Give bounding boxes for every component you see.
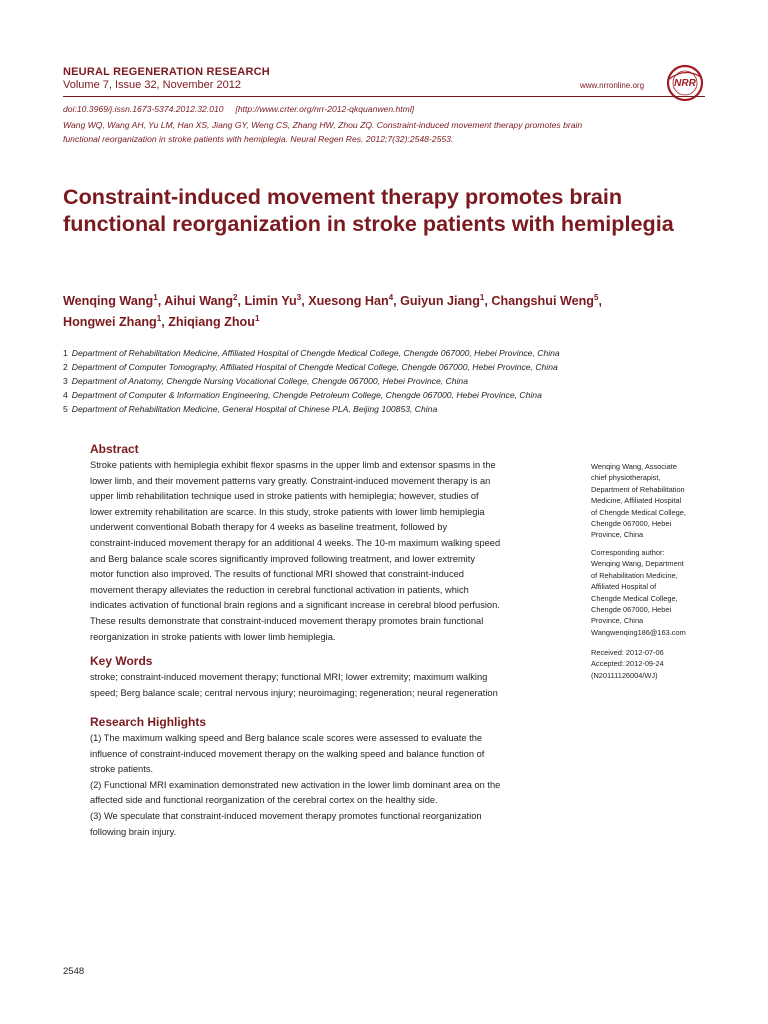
text-line: (1) The maximum walking speed and Berg balance scale scores were assessed to evaluate the	[90, 733, 483, 743]
text-line: lower extremity rehabilitation are scarce. In this study, stroke patients with lower limb hemiplegia	[90, 506, 485, 517]
author: Limin Yu	[244, 294, 297, 309]
doi-line[interactable]: doi:10.3969/j.issn.1673-5374.2012.32.010 [http://www.crter.org/nrr-2012-qkquanwen.html]	[63, 104, 415, 114]
text-line: motor function also improved. The results of functional MRI showed that constraint-induced	[90, 569, 464, 580]
author: Wenqing Wang	[63, 294, 154, 309]
text-line: movement therapy alleviates the reduction in cerebral functional activation in patients, which	[90, 584, 469, 595]
text-line: underwent conventional Bobath therapy for 4 weeks as baseline treatment, followed by	[90, 522, 448, 533]
author-bio-note: Wenqing Wang, Associate chief physiotherapist, Department of Rehabilitation Medicine, Affiliated Hospital of Chengde Medical College, Chengde 067000, Hebei Province, China	[591, 462, 686, 540]
received-date: Received: 2012-07-06	[591, 648, 664, 657]
author-affiliation-mark: 4	[388, 293, 394, 302]
keywords-heading: Key Words	[90, 654, 153, 668]
corresponding-author-note: Corresponding author: Wenqing Wang, Department of Rehabilitation Medicine, Affiliated Hospital of Chengde Medical College, Chengde 067000, Hebei Province, China Wangwenqing186@163.com	[591, 547, 711, 638]
text-line: lower limb, and their movement patterns vary greatly. Constraint-induced movement therapy is an	[90, 475, 491, 486]
manuscript-id: (N20111126004/WJ)	[591, 670, 658, 680]
highlights-body	[90, 731, 577, 840]
journal-logo-icon	[665, 63, 705, 103]
author-affiliation-mark: 5	[594, 293, 599, 302]
text-line: following brain injury.	[90, 826, 177, 837]
text-line: affected side and functional reorganization of the cerebral cortex on the healthy side.	[90, 795, 438, 806]
logo-text: NRR	[674, 78, 696, 89]
journal-website[interactable]: www.nrronline.org	[580, 81, 645, 90]
header-rule	[63, 96, 705, 97]
highlights-heading: Research Highlights	[90, 715, 207, 729]
citation-line-1: Wang WQ, Wang AH, Yu LM, Han XS, Jiang GY, Weng CS, Zhang HW, Zhou ZQ. Constraint-induced movement therapy promotes brain	[63, 120, 583, 130]
abstract-heading: Abstract	[90, 442, 139, 456]
text-line: upper limb rehabilitation technique used in stroke patients with hemiplegia; however, studies of	[90, 491, 479, 502]
article-title: Constraint-induced movement therapy promotes brain functional reorganization in stroke patients with hemiplegia	[63, 184, 674, 236]
author-affiliation-mark: 1	[479, 293, 485, 302]
author: Zhiqiang Zhou	[168, 315, 255, 330]
author-list: Wenqing Wang$^1$, Aihui Wang$^2$, Limin Yu$^3$, Xuesong Han$^4$, Guiyun Jiang$^1$, Changshui Weng$^5$, Hongwei Zhang$^1$, Zhiqiang Zhou$^1$	[63, 293, 602, 330]
text-line: (2) Functional MRI examination demonstrated new activation in the lower limb dominant area on the	[90, 779, 501, 790]
text-line: stroke patients.	[90, 764, 154, 775]
affiliation-5: 5 Department of Rehabilitation Medicine, General Hospital of Chinese PLA, Beijing 100853, China	[63, 404, 438, 414]
author-affiliation-mark: 1	[156, 314, 162, 324]
abstract-body	[90, 458, 577, 645]
text-line: constraint-induced movement therapy for an additional 4 weeks. The 10-m maximum walking speed	[90, 537, 501, 548]
text-line: and Berg balance scale scores significantly improved following treatment, and lower extremity	[90, 553, 475, 564]
journal-issue: Volume 7, Issue 32, November 2012	[63, 79, 241, 91]
author-affiliation-mark: 3	[296, 293, 302, 302]
author-affiliation-mark: 1	[254, 314, 260, 324]
accepted-date: Accepted: 2012-09-24	[591, 659, 664, 669]
author: Aihui Wang	[164, 294, 234, 309]
affiliation-3: 3 Department of Anatomy, Chengde Nursing Vocational College, Chengde 067000, Hebei Province, China	[63, 376, 468, 386]
page-number: 2548	[63, 966, 85, 977]
text-line: Stroke patients with hemiplegia exhibit flexor spasms in the upper limb and extensor spasms in the	[90, 460, 496, 470]
citation-line-2: functional reorganization in stroke patients with hemiplegia. Neural Regen Res. 2012;7(32):2548-2553.	[63, 134, 454, 144]
author: Hongwei Zhang	[63, 315, 157, 330]
keywords-body	[90, 670, 577, 701]
author: Xuesong Han	[308, 294, 389, 309]
text-line: indicates activation of functional brain regions and a significant increase in cerebral blood perfusion.	[90, 600, 500, 611]
dates-note	[591, 647, 711, 681]
text-line: These results demonstrate that constraint-induced movement therapy promotes brain functional	[90, 615, 484, 626]
author: Changshui Weng	[491, 294, 594, 309]
author-affiliation-mark: 1	[153, 293, 158, 302]
affiliation-2: 2 Department of Computer Tomography, Affiliated Hospital of Chengde Medical College, Chengde 067000, Hebei Province, China	[63, 362, 558, 372]
text-line: stroke; constraint-induced movement therapy; functional MRI; lower extremity; maximum walking	[90, 672, 488, 682]
author: Guiyun Jiang	[400, 294, 480, 309]
text-line: influence of constraint-induced movement therapy on the walking speed and balance function of	[90, 748, 485, 759]
text-line: (3) We speculate that constraint-induced movement therapy promotes functional reorganization	[90, 810, 482, 821]
journal-name: NEURAL REGENERATION RESEARCH	[63, 66, 270, 78]
corresponding-email[interactable]: Wangwenqing186@163.com	[591, 627, 686, 637]
author-affiliation-mark: 2	[233, 293, 238, 302]
affiliation-1: 1 Department of Rehabilitation Medicine, Affiliated Hospital of Chengde Medical College, Chengde 067000, Hebei Province, China	[63, 348, 560, 358]
text-line: reorganization in stroke patients with lower limb hemiplegia.	[90, 631, 336, 642]
text-line: speed; Berg balance scale; central nervous injury; neuroimaging; regeneration; neural regeneration	[90, 687, 498, 698]
affiliation-4: 4 Department of Computer & Information Engineering, Chengde Petroleum College, Chengde 067000, Hebei Province, China	[63, 390, 542, 400]
